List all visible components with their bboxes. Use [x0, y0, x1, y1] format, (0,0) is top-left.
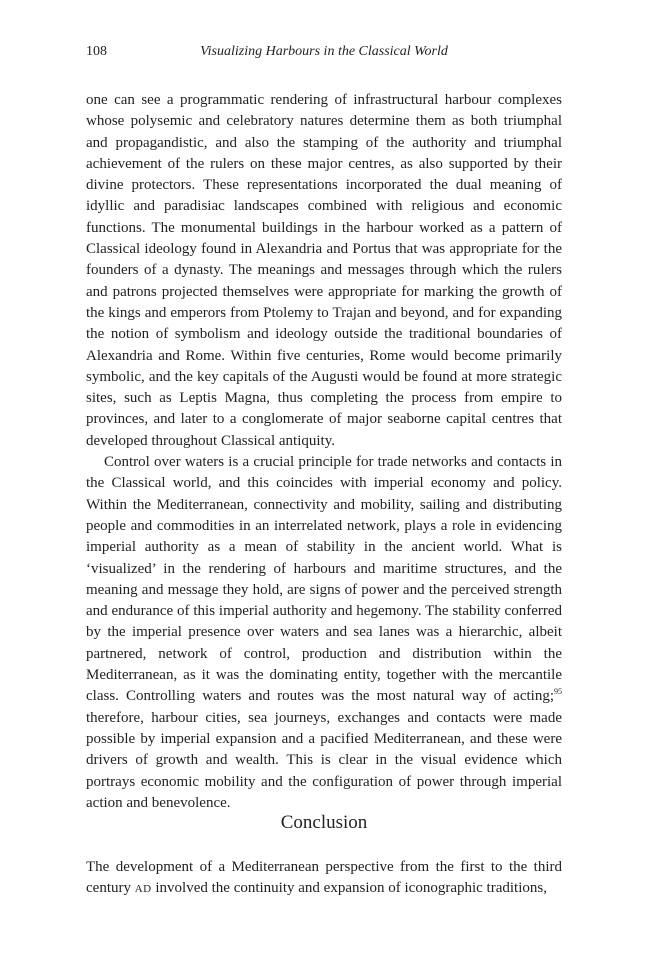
paragraph-2-text-a: Control over waters is a crucial principle for trade networks and contacts in the Classical world, and this coincides with imperial economy and policy. Within the Mediterranean, connectivity and mobility, sailing and distributing people and commodities in an interrelated network, plays a role in evidencing imperial authority as a mean of stability in the ancient world. What is ‘visualized’ in the rendering of harbours and maritime structures, and the meaning and message they hold, are signs of power and the perceived strength and endurance of this imperial authority and hegemony. The stability conferred by the imperial presence over waters and sea lanes was a hierarchic, albeit partnered, network of control, production and distribution within the Mediterranean, as it was the dominating entity, together with the mercantile class. Controlling waters and routes was the most natural way of acting; — [86, 454, 562, 705]
section-heading: Conclusion — [280, 812, 368, 833]
conclusion-text-b: involved the continuity and expansion of iconographic traditions, — [151, 880, 547, 897]
footnote-reference[interactable]: 95 — [554, 687, 562, 697]
conclusion-paragraph — [86, 857, 562, 901]
paragraph-2 — [86, 452, 562, 814]
main-body — [86, 90, 562, 814]
running-title: Visualizing Harbours in the Classical World — [200, 44, 448, 59]
paragraph-2-text-b: therefore, harbour cities, sea journeys, exchanges and contacts were made possible by imperial expansion and a pacified Mediterranean, and these were drivers of growth and wealth. This is clear in the visual evidence which portrays economic mobility and the configuration of power through imperial action and benevolence. — [86, 709, 562, 811]
conclusion-body — [86, 857, 562, 901]
paragraph-1: one can see a programmatic rendering of infrastructural harbour complexes whose polysemic and celebratory natures determine them as both triumphal and propagandistic, and also the stamping of the authority and triumphal achievement of the rulers on these major centres, as also supported by their divine protectors. These representations incorporated the dual meaning of idyllic and paradisiac landscapes combined with religious and economic functions. The monumental buildings in the harbour worked as a pattern of Classical ideology found in Alexandria and Portus that was appropriate for the founders of a dynasty. The meanings and messages through which the rulers and patrons projected themselves were appropriate for marking the growth of the kings and emperors from Ptolemy to Trajan and beyond, and for expanding the notion of symbolism and ideology outside the traditional boundaries of Alexandria and Rome. Within five centuries, Rome would become primarily symbolic, and the key capitals of the Augusti would be found at more strategic sites, such as Leptis Magna, thus completing the process from empire to provinces, and later to a conglomerate of major seaborne capital centres that developed throughout Classical antiquity. — [86, 92, 562, 449]
page-number: 108 — [86, 44, 107, 59]
era-label: AD — [134, 883, 152, 896]
page-header — [86, 44, 562, 64]
conclusion-text-a: The development of a Mediterranean perspective from the first to the third century — [86, 859, 562, 897]
